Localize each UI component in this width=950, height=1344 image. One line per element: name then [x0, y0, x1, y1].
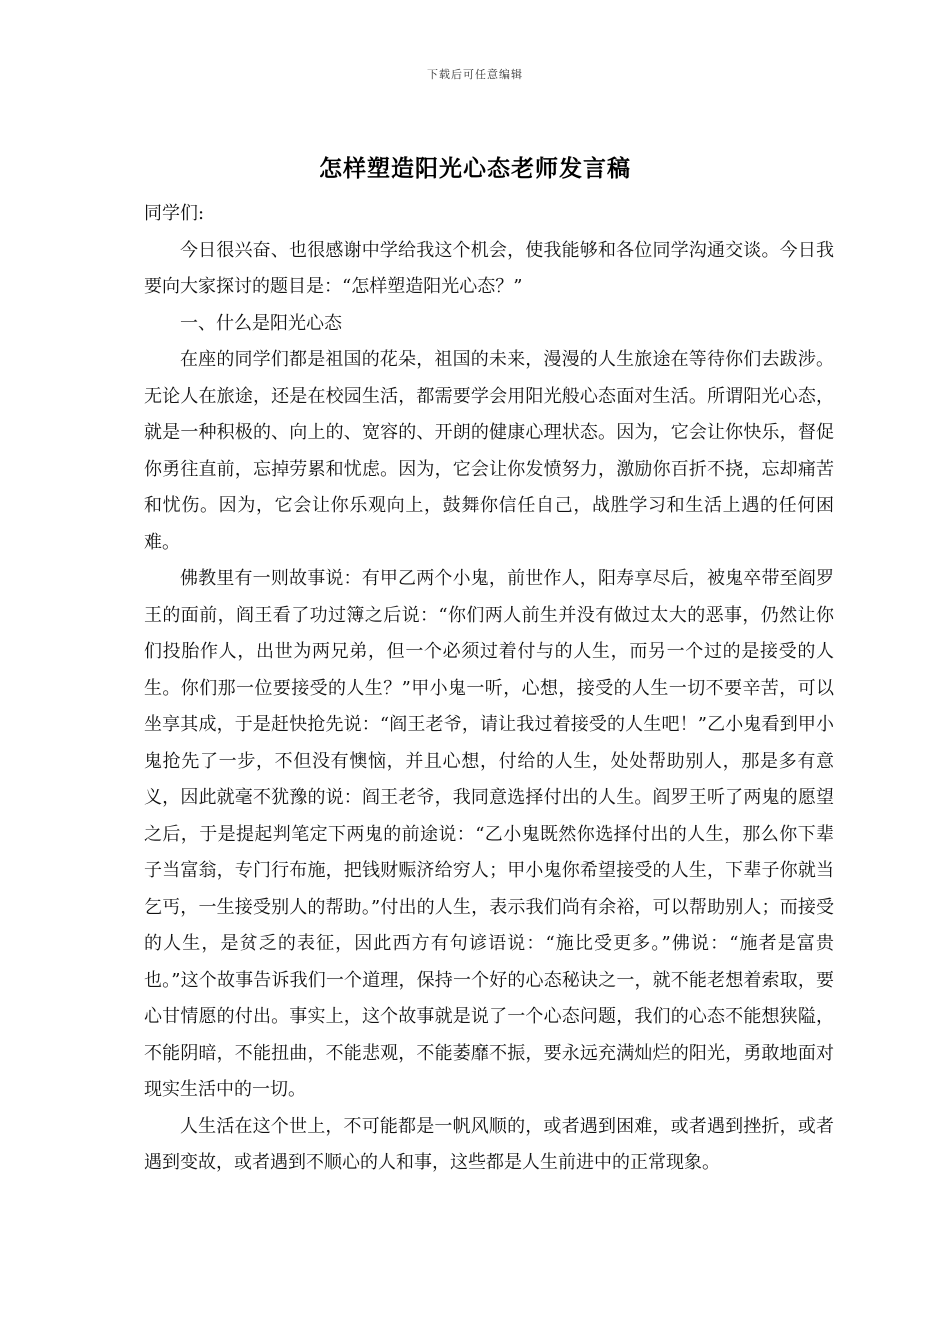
header-note: 下载后可任意编辑	[427, 68, 523, 81]
paragraph-life: 人生活在这个世上，不可能都是一帆风顺的，或者遇到困难，或者遇到挫折，或者遇到变故，或者遇到不顺心的人和事，这些都是人生前进中的正常现象。	[144, 1115, 834, 1173]
document-body	[144, 196, 834, 1182]
paragraph-story: 佛教里有一则故事说：有甲乙两个小鬼，前世作人，阳寿享尽后，被鬼卒带至阎罗王的面前，阎王看了功过簿之后说：“你们两人前生并没有做过太大的恶事，仍然让你们投胎作人，出世为两兄弟，但一个必须过着付与的人生，而另一个过的是接受的人生。你们那一位要接受的人生？”甲小鬼一听，心想，接受的人生一切不要辛苦，可以坐享其成，于是赶快抢先说：“阎王老爷，请让我过着接受的人生吧！”乙小鬼看到甲小鬼抢先了一步，不但没有懊恼，并且心想，付给的人生，处处帮助别人，那是多有意义，因此就毫不犹豫的说：阎王老爷，我同意选择付出的人生。阎罗王听了两鬼的愿望之后，于是提起判笔定下两鬼的前途说：“乙小鬼既然你选择付出的人生，那么你下辈子当富翁，专门行布施，把钱财赈济给穷人；甲小鬼你希望接受的人生，下辈子你就当乞丐，一生接受别人的帮助。”付出的人生，表示我们尚有余裕，可以帮助别人；而接受的人生，是贫乏的表征，因此西方有句谚语说：“施比受更多。”佛说：“施者是富贵也。”这个故事告诉我们一个道理，保持一个好的心态秘诀之一，就不能老想着索取，要心甘情愿的付出。事实上，这个故事就是说了一个心态问题，我们的心态不能想狭隘，不能阴暗，不能扭曲，不能悲观，不能萎靡不振，要永远充满灿烂的阳光，勇敢地面对现实生活中的一切。	[144, 568, 834, 1100]
page-title: 怎样塑造阳光心态老师发言稿	[319, 155, 631, 182]
salutation: 同学们:	[144, 203, 205, 224]
section-heading: 一、什么是阳光心态	[180, 312, 342, 334]
paragraph-definition: 在座的同学们都是祖国的花朵，祖国的未来，漫漫的人生旅途在等待你们去跋涉。无论人在旅途，还是在校园生活，都需要学会用阳光般心态面对生活。所谓阳光心态，就是一种积极的、向上的、宽容的、开朗的健康心理状态。因为，它会让你快乐，督促你勇往直前，忘掉劳累和忧虑。因为，它会让你发愤努力，激励你百折不挠，忘却痛苦和忧伤。因为，它会让你乐观向上，鼓舞你信任自己，战胜学习和生活上遇的任何困难。	[144, 349, 834, 553]
paragraph-intro: 今日很兴奋、也很感谢中学给我这个机会，使我能够和各位同学沟通交谈。今日我要向大家探讨的题目是：“怎样塑造阳光心态？”	[144, 239, 834, 297]
